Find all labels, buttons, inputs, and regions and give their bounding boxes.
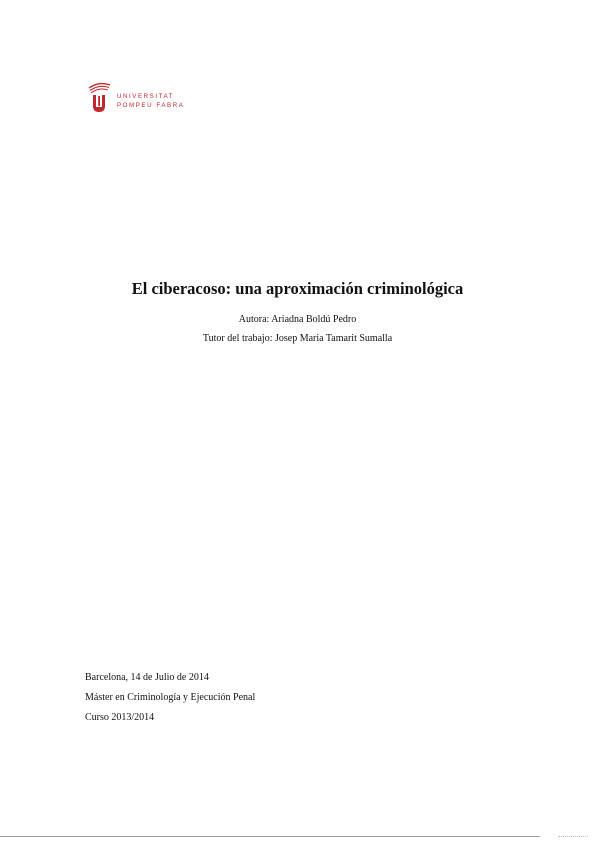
course-year: Curso 2013/2014 — [85, 712, 155, 723]
bottom-mark — [558, 836, 588, 837]
upf-logo-icon — [86, 80, 112, 114]
author-line: Autora: Ariadna Boldú Pedro — [238, 314, 357, 325]
footer-info — [85, 668, 255, 728]
university-logo — [86, 80, 206, 116]
program-name: Máster en Criminología y Ejecución Penal — [85, 692, 256, 703]
place-date: Barcelona, 14 de Julio de 2014 — [85, 672, 209, 683]
document-title: El ciberacoso: una aproximación criminológica — [131, 279, 464, 298]
university-name-line1: UNIVERSITAT — [117, 93, 175, 100]
university-name-line2: POMPEU FABRA — [117, 102, 185, 109]
university-name — [117, 92, 184, 110]
bottom-divider — [0, 836, 540, 837]
tutor-line: Tutor del trabajo: Josep Maria Tamarit Sumalla — [202, 333, 393, 344]
